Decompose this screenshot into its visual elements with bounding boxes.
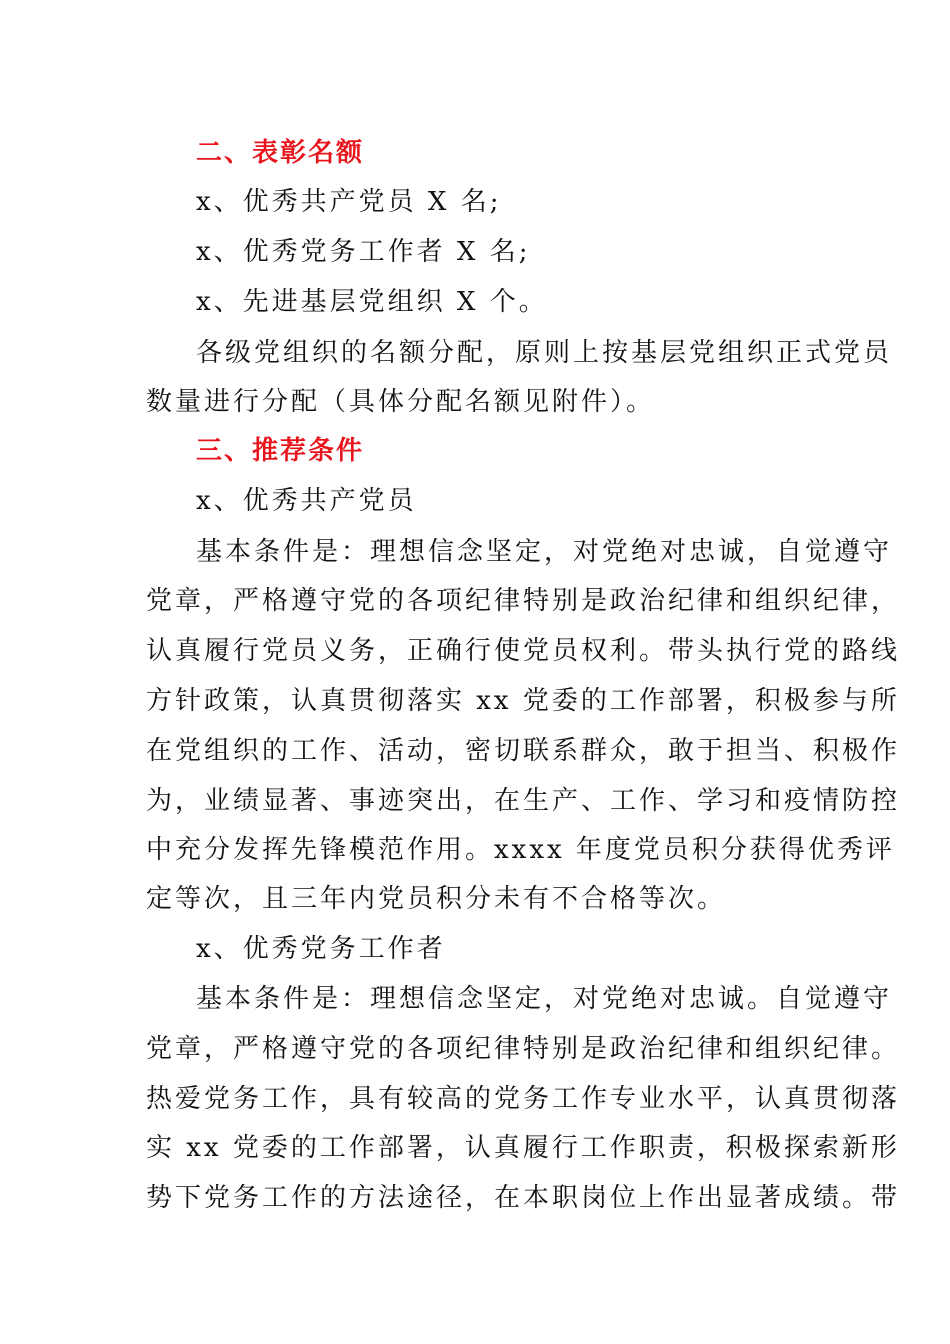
paragraph-line: 认真履行党员义务，正确行使党员权利。带头执行党的路线 xyxy=(146,636,901,666)
paragraph-line: 党章，严格遵守党的各项纪律特别是政治纪律和组织纪律， xyxy=(146,586,901,616)
subsection-title: x、优秀共产党员 xyxy=(196,486,417,516)
paragraph-line: 实 xx 党委的工作部署，认真履行工作职责，积极探索新形 xyxy=(146,1133,900,1163)
paragraph-line: 各级党组织的名额分配，原则上按基层党组织正式党员 xyxy=(196,338,893,368)
paragraph-line: 定等次，且三年内党员积分未有不合格等次。 xyxy=(146,884,727,914)
list-item: x、优秀共产党员 X 名; xyxy=(196,187,502,217)
subsection-title: x、优秀党务工作者 xyxy=(196,934,446,964)
paragraph-line: 在党组织的工作、活动，密切联系群众，敢于担当、积极作 xyxy=(146,736,901,766)
paragraph-line: 为，业绩显著、事迹突出，在生产、工作、学习和疫情防控 xyxy=(146,786,901,816)
paragraph-line: 势下党务工作的方法途径，在本职岗位上作出显著成绩。带 xyxy=(146,1183,901,1213)
list-item: x、优秀党务工作者 X 名; xyxy=(196,237,531,267)
paragraph-line: 中充分发挥先锋模范作用。xxxx 年度党员积分获得优秀评 xyxy=(146,835,895,865)
paragraph-line: 基本条件是：理想信念坚定，对党绝对忠诚，自觉遵守 xyxy=(196,537,893,567)
paragraph-line: 基本条件是：理想信念坚定，对党绝对忠诚。自觉遵守 xyxy=(196,984,893,1014)
section-heading-criteria: 三、推荐条件 xyxy=(196,436,365,466)
section-heading-quota: 二、表彰名额 xyxy=(196,138,365,168)
paragraph-line: 热爱党务工作，具有较高的党务工作专业水平，认真贯彻落 xyxy=(146,1084,901,1114)
paragraph-line: 方针政策，认真贯彻落实 xx 党委的工作部署，积极参与所 xyxy=(146,686,900,716)
list-item: x、先进基层党组织 X 个。 xyxy=(196,287,548,317)
paragraph-line: 数量进行分配（具体分配名额见附件）。 xyxy=(146,387,656,417)
paragraph-line: 党章，严格遵守党的各项纪律特别是政治纪律和组织纪律。 xyxy=(146,1034,901,1064)
